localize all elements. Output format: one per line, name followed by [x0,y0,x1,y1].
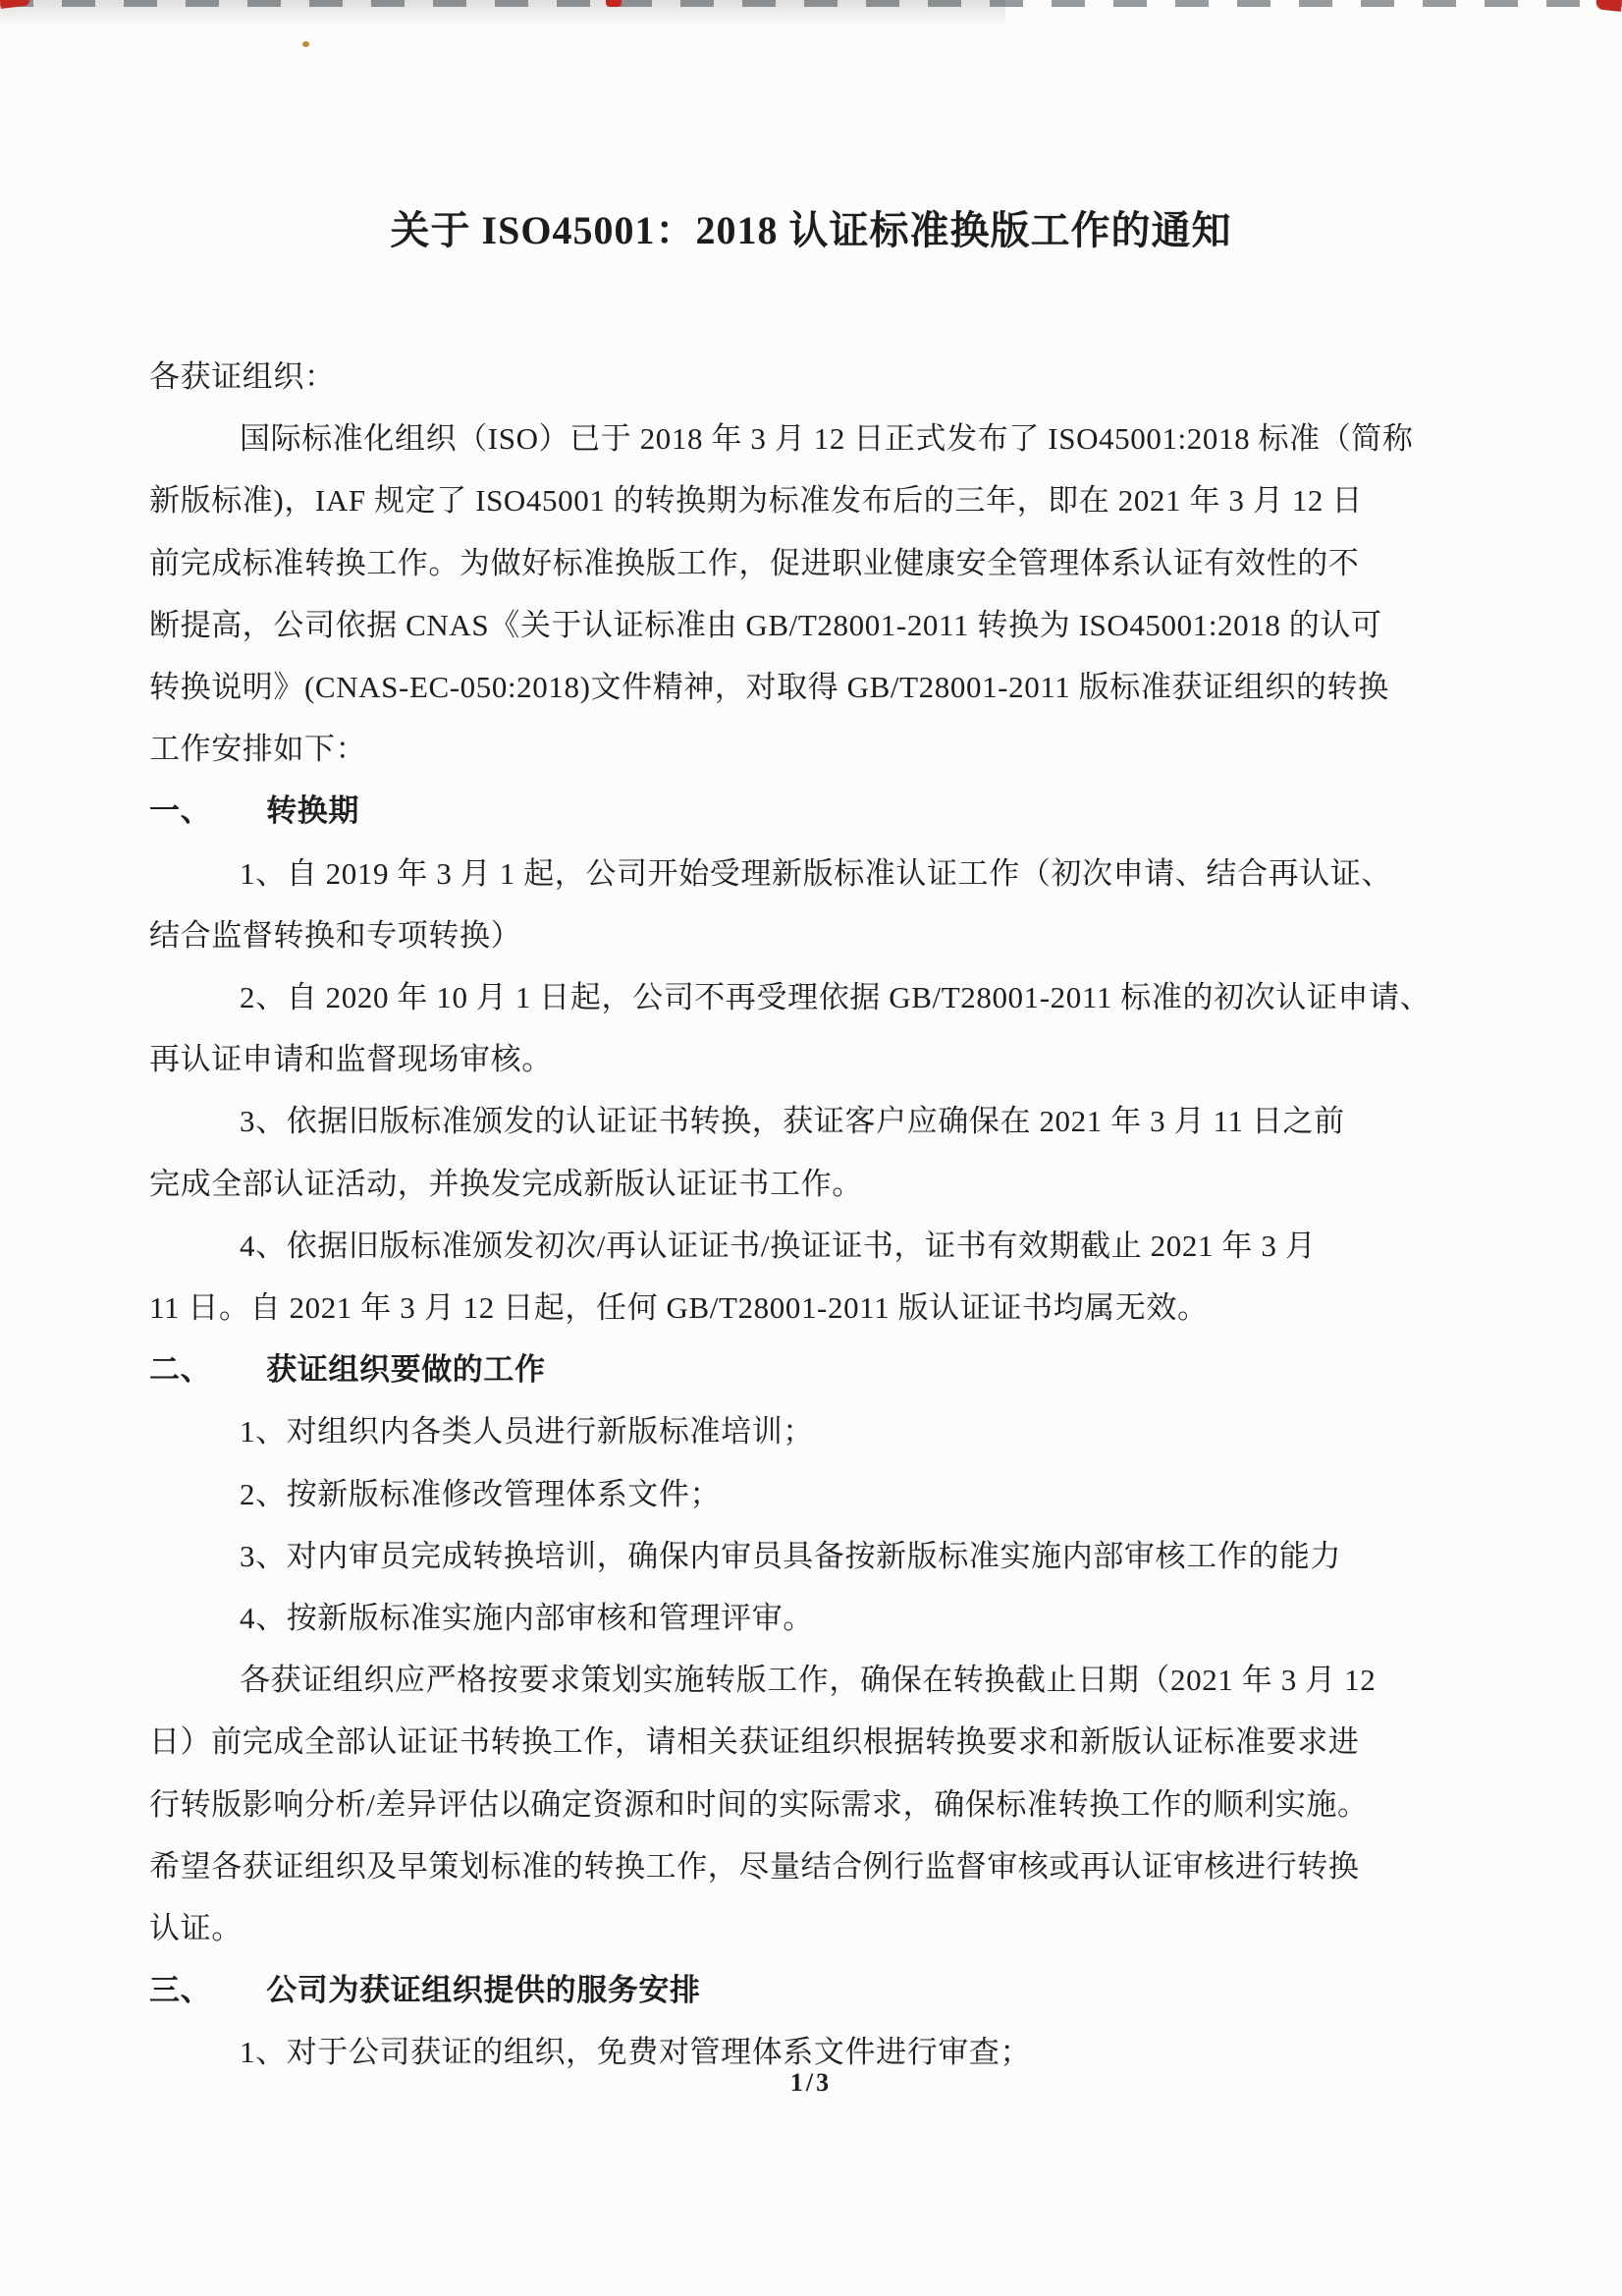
section-number: 一、 [149,793,212,829]
text-line: 3、依据旧版标准颁发的认证证书转换，获证客户应确保在 2021 年 3 月 11 日之前 [240,1104,1345,1139]
text-line: 断提高，公司依据 CNAS《关于认证标准由 GB/T28001-2011 转换为 ISO45001:2018 的认可 [149,607,1382,642]
text-line: 国际标准化组织（ISO）已于 2018 年 3 月 12 日正式发布了 ISO45001:2018 标准（简称 [240,421,1414,457]
section-title: 获证组织要做的工作 [266,1352,546,1388]
section-number: 二、 [149,1352,212,1388]
text-line: 4、依据旧版标准颁发初次/再认证证书/换证证书，证书有效期截止 2021 年 3 月 [240,1228,1317,1263]
text-line: 11 日。自 2021 年 3 月 12 日起，任何 GB/T28001-2011 版认证证书均属无效。 [149,1290,1209,1326]
document-body [149,346,1477,2084]
text-line: 1、对组织内各类人员进行新版标准培训； [240,1414,814,1449]
text-line: 3、对内审员完成转换培训，确保内审员具备按新版标准实施内部审核工作的能力 [240,1538,1342,1573]
section-heading-3 [149,1959,1477,2021]
text-line: 4、按新版标准实施内部审核和管理评审。 [240,1601,814,1636]
section-heading-1 [149,780,1477,842]
text-line: 完成全部认证活动，并换发完成新版认证证书工作。 [149,1166,863,1201]
text-line: 再认证申请和监督现场审核。 [149,1042,553,1077]
text-line: 工作安排如下： [149,732,367,767]
salutation: 各获证组织： [149,359,336,394]
red-ink-mark-right [1595,0,1622,12]
text-line: 日）前完成全部认证证书转换工作，请相关获证组织根据转换要求和新版认证标准要求进 [149,1724,1360,1760]
text-line: 2、按新版标准修改管理体系文件； [240,1476,722,1511]
document-title: 关于 ISO45001：2018 认证标准换版工作的通知 [390,208,1232,252]
scan-edge-artifact [0,0,1622,7]
text-line: 希望各获证组织及早策划标准的转换工作，尽量结合例行监督审核或再认证审核进行转换 [149,1848,1360,1884]
text-line: 1、自 2019 年 3 月 1 起，公司开始受理新版标准认证工作（初次申请、结合再认证、 [240,855,1392,891]
red-ink-mark-center [606,0,622,7]
section-number: 三、 [149,1973,212,2008]
text-line: 认证。 [149,1911,243,1946]
text-line: 结合监督转换和专项转换） [149,917,522,953]
text-line: 转换说明》(CNAS-EC-050:2018)文件精神，对取得 GB/T28001-2011 版标准获证组织的转换 [149,670,1389,705]
text-line: 2、自 2020 年 10 月 1 日起，公司不再受理依据 GB/T28001-2011 标准的初次认证申请、 [240,980,1432,1015]
text-line: 行转版影响分析/差异评估以确定资源和时间的实际需求，确保标准转换工作的顺利实施。 [149,1786,1369,1822]
text-line: 前完成标准转换工作。为做好标准换版工作，促进职业健康安全管理体系认证有效性的不 [149,545,1360,580]
page-number: 1/3 [789,2068,833,2097]
text-line: 新版标准)，IAF 规定了 ISO45001 的转换期为标准发布后的三年，即在 2021 年 3 月 12 日 [149,483,1363,519]
section-title: 公司为获证组织提供的服务安排 [266,1973,701,2008]
text-line: 1、对于公司获证的组织，免费对管理体系文件进行审查； [240,2035,1032,2070]
paper-spot [302,41,309,47]
section-heading-2 [149,1339,1477,1400]
section-title: 转换期 [266,793,360,829]
text-line: 各获证组织应严格按要求策划实施转版工作，确保在转换截止日期（2021 年 3 月 12 [240,1663,1377,1698]
